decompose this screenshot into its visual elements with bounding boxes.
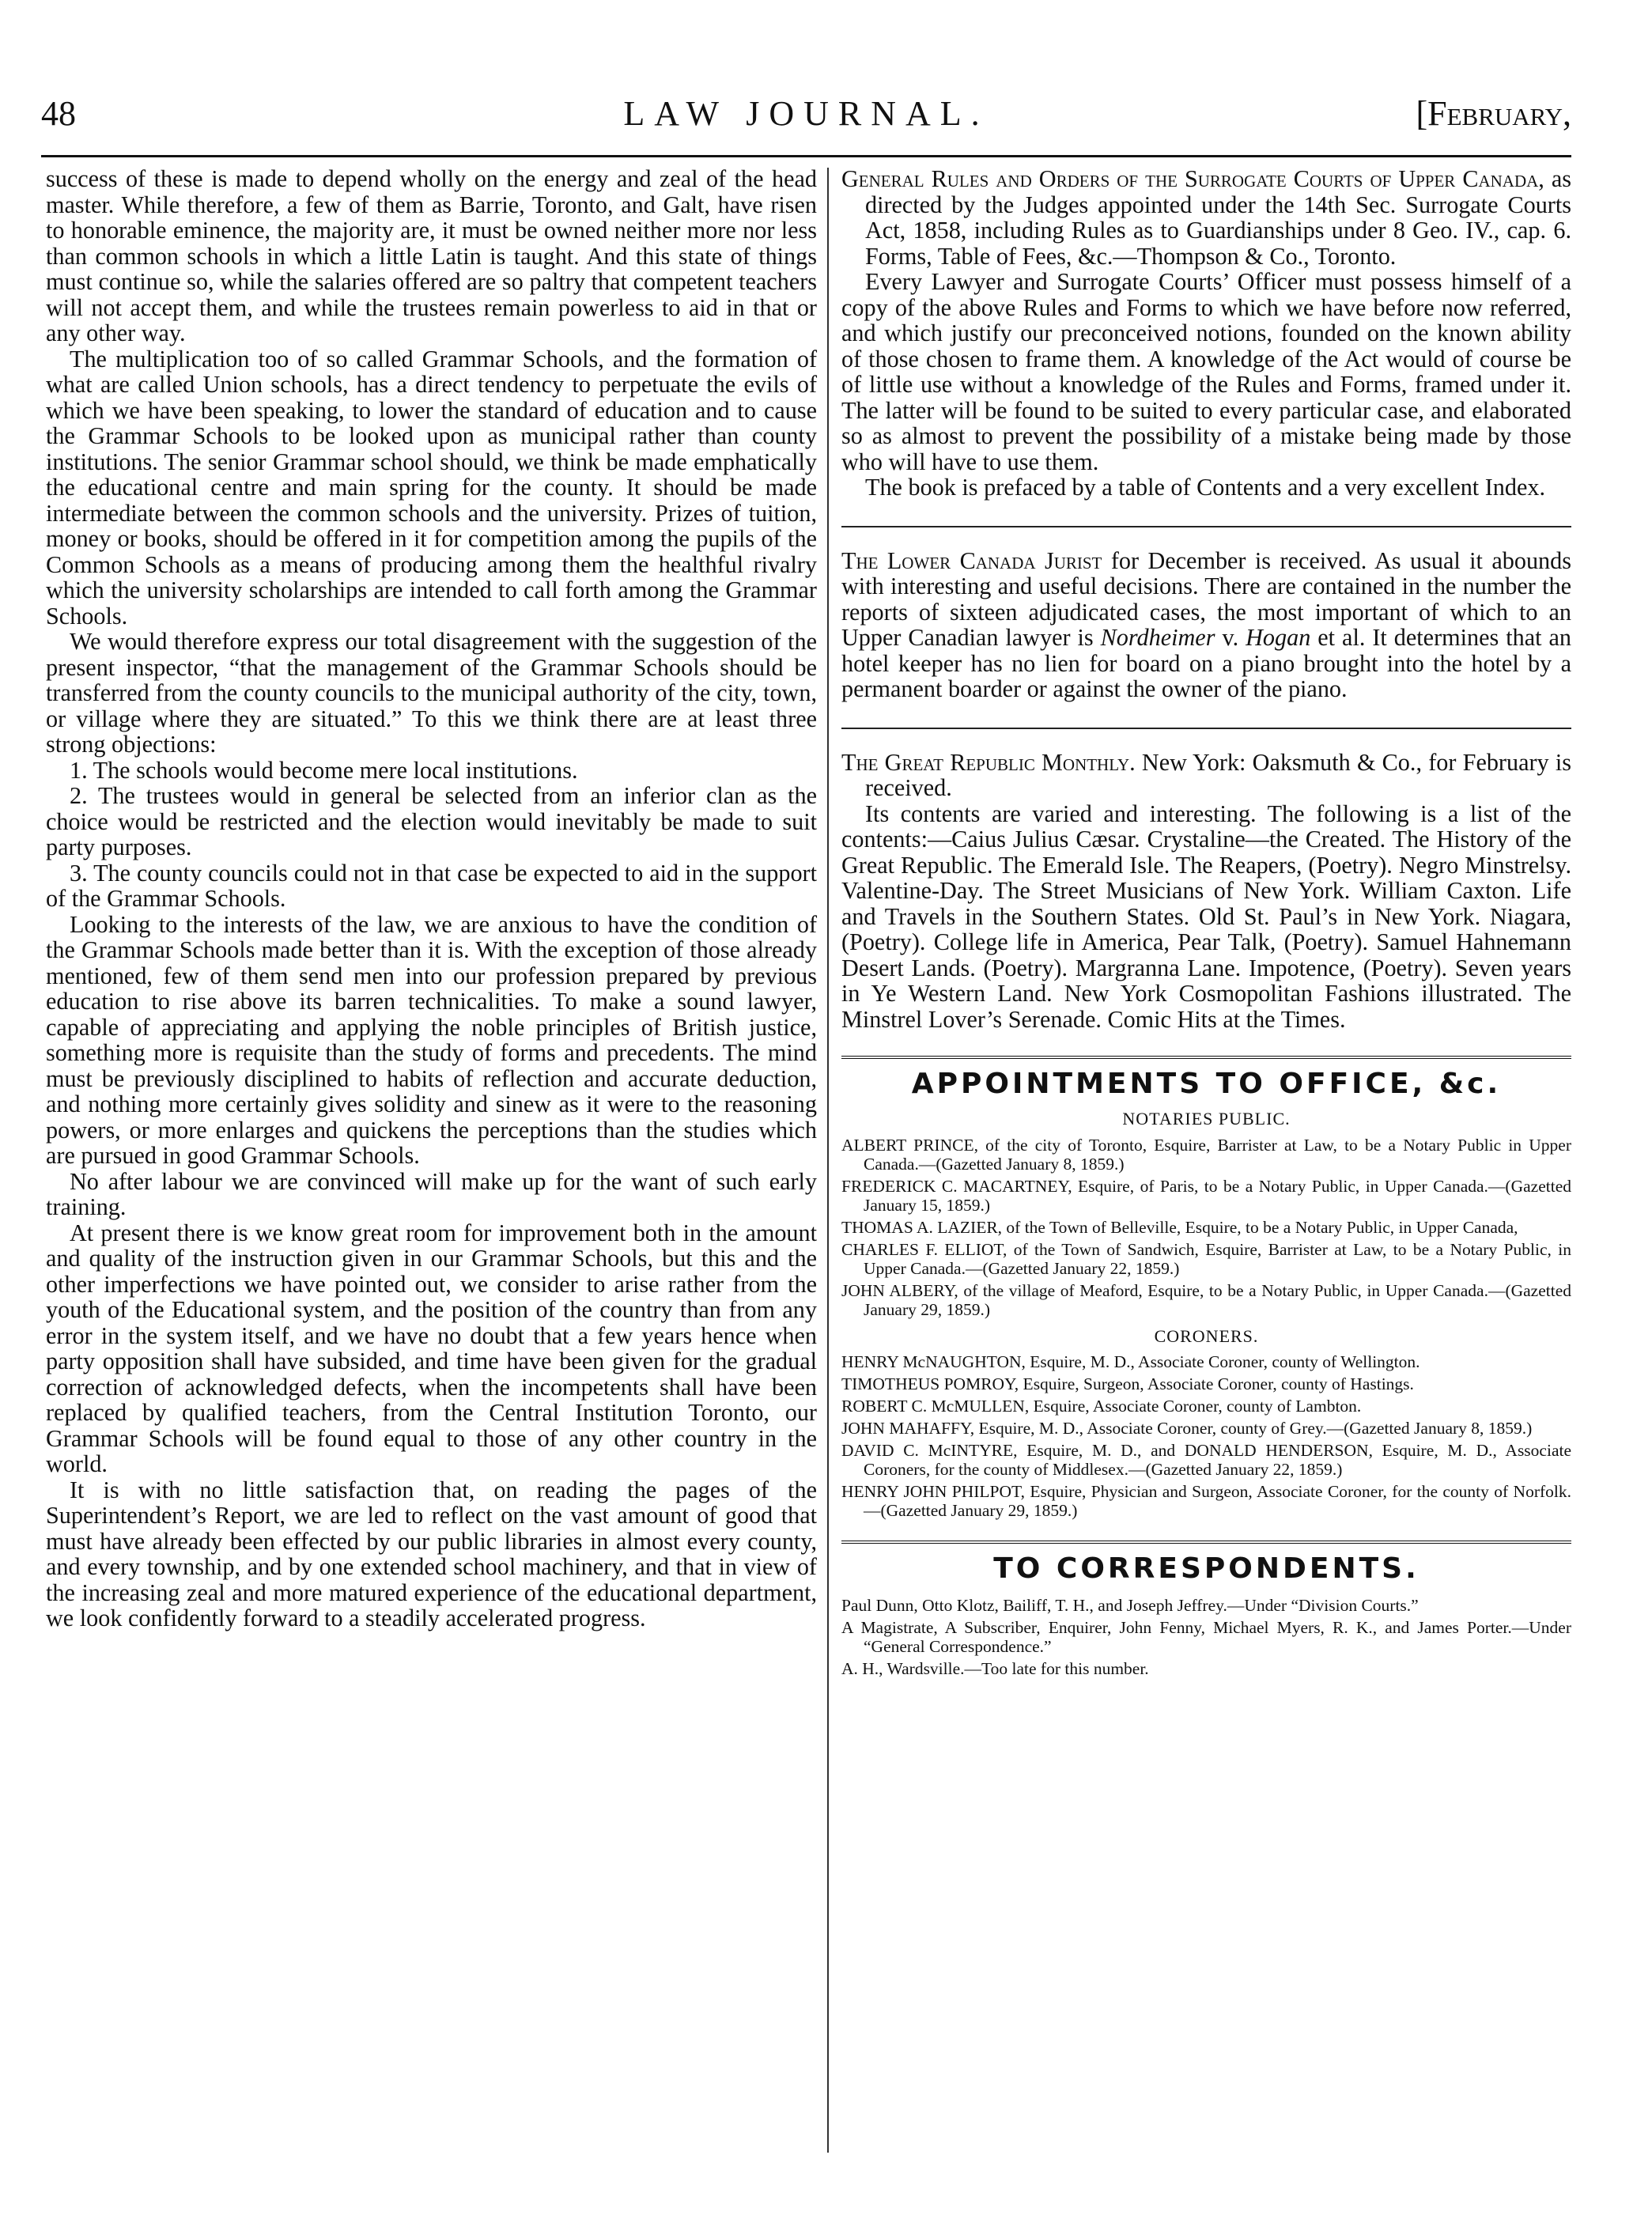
list-item: JOHN MAHAFFY, Esquire, M. D., Associate Coroner, county of Grey.—(Gazetted January 8, 1859.): [841, 1419, 1533, 1438]
notice-text: v.: [1215, 624, 1246, 651]
list-item: Paul Dunn, Otto Klotz, Bailiff, T. H., and Joseph Jeffrey.—Under “Division Courts.”: [841, 1596, 1419, 1615]
paragraph: Its contents are varied and interesting. The following is a list of the contents:—Caius Julius Cæsar. Crystaline—the Created. The History of the Great Republic. The Emerald Isle. The Reapers, (Poetry). Negro Minstrelsy. Valentine-Day. The Street Musicians of New York. William Caxton. Life and Travels in the Southern States. Old St. Paul’s in New York. Niagara, (Poetry). College life in America, Pear Talk, (Poetry). Samuel Hahnemann Desert Lands. (Poetry). Margranna Lane. Impotence, (Poetry). Seven years in Ye Western Land. New York Cosmopolitan Fashions illustrated. The Minstrel Lover’s Serenade. Comic Hits at the Times.: [841, 800, 1571, 1033]
page-number: 48: [41, 94, 76, 133]
case-name: Nordheimer: [1100, 624, 1215, 651]
left-column: [46, 166, 817, 1631]
case-name: Hogan: [1246, 624, 1311, 651]
paragraph: success of these is made to depend wholly on the energy and zeal of the head master. While therefore, a few of them as Barrie, Toronto, and Galt, have risen to honorable eminence, the majority are, it must be owned neither more nor less than common schools in which a little Latin is taught. And this state of things must continue so, while the salaries offered are so paltry that competent teachers will not accept them, and while the trustees remain powerless to aid in that or any other way.: [46, 165, 817, 346]
list-item: 3. The county councils could not in that case be expected to aid in the support of the Grammar Schools.: [46, 859, 817, 912]
list-item: TIMOTHEUS POMROY, Esquire, Surgeon, Associate Coroner, county of Hastings.: [841, 1374, 1414, 1393]
list-item: 1. The schools would become mere local institutions.: [70, 756, 578, 784]
list-item: HENRY McNAUGHTON, Esquire, M. D., Associate Coroner, county of Wellington.: [841, 1352, 1420, 1371]
list-item: DAVID C. McINTYRE, Esquire, M. D., and DONALD HENDERSON, Esquire, M. D., Associate Coroners, for the county of Middlesex.—(Gazetted January 22, 1859.): [841, 1441, 1571, 1479]
appointments-heading: APPOINTMENTS TO OFFICE, &c.: [841, 1056, 1571, 1102]
paragraph: The multiplication too of so called Grammar Schools, and the formation of what are called Union schools, has a direct tendency to perpetuate the evils of which we have been speaking, to lower the standard of education and to cause the Grammar Schools to be looked upon as municipal rather than county institutions. The senior Grammar school should, we think be made emphatically the educational centre and main spring for the county. It should be made intermediate between the common schools and the university. Prizes of tuition, money or books, should be offered in it for competition among the pupils of the Common Schools as a means of producing among them the healthful rivalry which the university scholarships are intended to call forth among the Grammar Schools.: [46, 345, 817, 629]
list-item: HENRY JOHN PHILPOT, Esquire, Physician and Surgeon, Associate Coroner, for the county of Norfolk.—(Gazetted January 29, 1859.): [841, 1482, 1571, 1520]
notice-surrogate-rules: [841, 166, 1571, 269]
list-item: A Magistrate, A Subscriber, Enquirer, John Fenny, Michael Myers, R. K., and James Porter.—Under “General Correspondence.”: [841, 1618, 1571, 1656]
paragraph: Looking to the interests of the law, we are anxious to have the condition of the Grammar Schools made better than it is. With the exception of those already mentioned, few of them send men into our profession prepared by previous education to rise above its barren technicalities. To make a sound lawyer, capable of appreciating and applying the noble principles of British justice, something more is requisite than the study of forms and precedents. The mind must be previously disciplined to habits of reflection and accurate deduction, and nothing more certainly gives solidity and sinew as it were to the reasoning powers, or more enlarges and quickens the perceptions than the studies which are pursued in good Grammar Schools.: [46, 910, 817, 1169]
notice-text: for December is received. As usual it abounds with interesting and useful decisions. There are contained in the number the reports of sixteen adjudicated cases, the most important of which to an Upper Canadian lawyer is: [841, 546, 1571, 651]
notice-title: The Great Republic Monthly.: [841, 748, 1136, 776]
journal-title: LAW JOURNAL.: [623, 94, 989, 133]
list-item: CHARLES F. ELLIOT, of the Town of Sandwich, Esquire, Barrister at Law, to be a Notary Public, in Upper Canada.—(Gazetted January 22, 1859.): [841, 1239, 1571, 1278]
notaries-list: [841, 1136, 1571, 1319]
list-item: A. H., Wardsville.—Too late for this number.: [841, 1659, 1149, 1678]
list-item: 2. The trustees would in general be selected from an inferior clan as the choice would be restricted and the election would inevitably be made to suit party purposes.: [46, 782, 817, 860]
issue-month: [February,: [1416, 94, 1571, 133]
coroners-list: [841, 1352, 1571, 1520]
notice-title: General Rules and Orders of the Surrogate Courts of Upper Canada,: [841, 165, 1544, 192]
right-column: [841, 166, 1571, 1681]
correspondents-heading: TO CORRESPONDENTS.: [841, 1541, 1571, 1586]
coroners-heading: CORONERS.: [1154, 1325, 1259, 1346]
list-item: ALBERT PRINCE, of the city of Toronto, Esquire, Barrister at Law, to be a Notary Public in Upper Canada.—(Gazetted January 8, 1859.): [841, 1135, 1571, 1174]
paragraph: Every Lawyer and Surrogate Courts’ Officer must possess himself of a copy of the above Rules and Forms to which we have before now referred, and which justify our preconceived notions, founded on the known ability of those chosen to frame them. A knowledge of the Act would of course be of little use without a knowledge of the Rules and Forms, framed under it. The latter will be found to be suited to every particular case, and elaborated so as almost to prevent the possibility of a mistake being made by those who will have to use them.: [841, 268, 1571, 475]
notice-title: The Lower Canada Jurist: [841, 546, 1102, 574]
notice-text: New York: Oaksmuth & Co., for February is received.: [865, 748, 1571, 801]
notice-lower-canada-jurist: [841, 548, 1571, 702]
paragraph: We would therefore express our total disagreement with the suggestion of the present inspector, “that the management of the Grammar Schools should be transferred from the county councils to the municipal authority of the city, town, or village where they are situated.” To this we think there are at least three strong objections:: [46, 628, 817, 758]
list-item: THOMAS A. LAZIER, of the Town of Belleville, Esquire, to be a Notary Public, in Upper Canada,: [841, 1217, 1518, 1237]
notice-text: as directed by the Judges appointed under the 14th Sec. Surrogate Courts Act, 1858, including Rules as to Guardianships under 8 Geo. IV., cap. 6. Forms, Table of Fees, &c.—Thompson & Co., Toronto.: [865, 165, 1571, 270]
list-item: JOHN ALBERY, of the village of Meaford, Esquire, to be a Notary Public, in Upper Canada.—(Gazetted January 29, 1859.): [841, 1280, 1571, 1319]
paragraph: It is with no little satisfaction that, on reading the pages of the Superintendent’s Report, we are led to reflect on the vast amount of good that must have already been effected by our public libraries in almost every county, and every township, and by one extended school machinery, and that in view of the increasing zeal and more matured experience of the educational department, we look confidently forward to a steadily accelerated progress.: [46, 1476, 817, 1631]
list-item: FREDERICK C. MACARTNEY, Esquire, of Paris, to be a Notary Public, in Upper Canada.—(Gazetted January 15, 1859.): [841, 1176, 1571, 1215]
paragraph: No after labour we are convinced will make up for the want of such early training.: [46, 1167, 817, 1220]
header-rule: [41, 155, 1571, 157]
list-item: ROBERT C. McMULLEN, Esquire, Associate Coroner, county of Lambton.: [841, 1397, 1362, 1416]
notice-great-republic-monthly: [841, 750, 1571, 801]
notice-text: et al. It determines that an hotel keeper has no lien for board on a piano brought into the hotel by a permanent boarder or against the owner of the piano.: [841, 624, 1571, 702]
paragraph: At present there is we know great room for improvement both in the amount and quality of the instruction given in our Grammar Schools, but this and the other imperfections we have pointed out, we consider to arise rather from the youth of the Educational system, and the position of the country than from any error in the system itself, and we have no doubt that a few years hence when party opposition shall have subsided, and time have been given for the gradual correction of acknowledged defects, when the incompetents shall have been replaced by qualified teachers, from the Central Institution Toronto, our Grammar Schools will be found equal to those of any other country in the world.: [46, 1219, 817, 1477]
correspondents-list: [841, 1596, 1571, 1678]
section-rule: [841, 728, 1571, 729]
objections-list: [46, 758, 817, 912]
running-head: [41, 93, 1571, 157]
section-rule: [841, 526, 1571, 527]
paragraph: The book is prefaced by a table of Contents and a very excellent Index.: [865, 474, 1546, 501]
column-divider: [827, 168, 829, 2153]
notaries-heading: NOTARIES PUBLIC.: [1122, 1109, 1291, 1129]
